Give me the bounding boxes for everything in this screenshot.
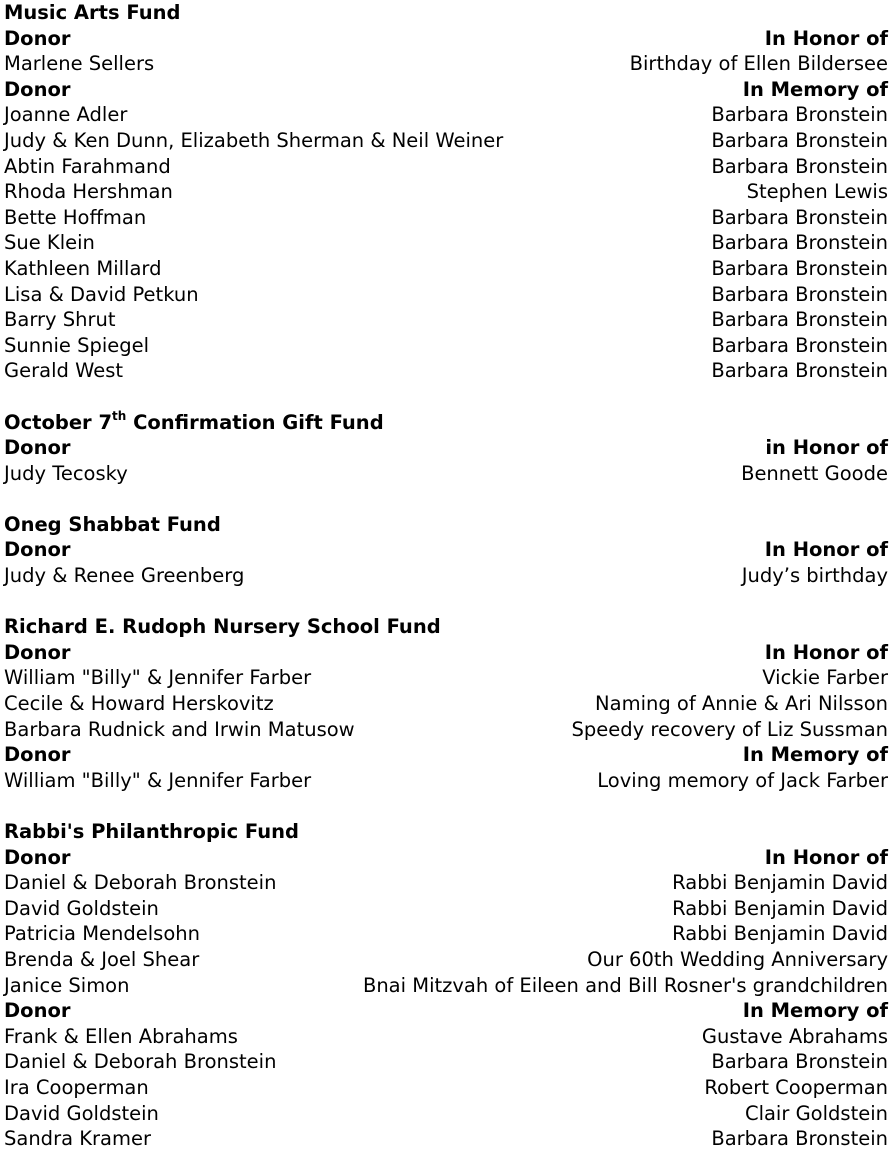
- group-header: [4, 26, 888, 52]
- tribute-name: Rabbi Benjamin David: [672, 871, 888, 895]
- tribute-name: Barbara Bronstein: [711, 359, 888, 383]
- tribute-name: Barbara Bronstein: [711, 1050, 888, 1074]
- group-header: [4, 77, 888, 103]
- section-spacer: [4, 486, 888, 512]
- donor-column-label: Donor: [4, 845, 71, 869]
- tribute-type-label: In Memory of: [742, 743, 888, 767]
- donor-column-label: Donor: [4, 640, 71, 664]
- donation-row: [4, 947, 888, 973]
- donor-name: Judy & Renee Greenberg: [4, 564, 245, 588]
- tribute-name: Barbara Bronstein: [711, 128, 888, 152]
- donor-name: Daniel & Deborah Bronstein: [4, 871, 277, 895]
- donation-row: [4, 461, 888, 487]
- donation-row: [4, 230, 888, 256]
- donor-column-label: Donor: [4, 77, 71, 101]
- donation-row: [4, 282, 888, 308]
- tribute-type-label: in Honor of: [765, 436, 888, 460]
- donor-name: Marlene Sellers: [4, 52, 155, 76]
- donation-row: [4, 563, 888, 589]
- donation-row: [4, 870, 888, 896]
- tribute-name: Robert Cooperman: [704, 1075, 888, 1099]
- fund-section: [4, 512, 888, 589]
- donor-name: Barry Shrut: [4, 308, 116, 332]
- donation-row: [4, 128, 888, 154]
- donation-row: [4, 51, 888, 77]
- donation-row: [4, 1049, 888, 1075]
- donor-name: Kathleen Millard: [4, 256, 162, 280]
- fund-section: [4, 0, 888, 384]
- group-header: [4, 742, 888, 768]
- donor-name: Lisa & David Petkun: [4, 282, 199, 306]
- donation-row: [4, 1101, 888, 1127]
- donor-name: Cecile & Howard Herskovitz: [4, 692, 274, 716]
- donor-column-label: Donor: [4, 538, 71, 562]
- donation-row: [4, 665, 888, 691]
- fund-section: [4, 410, 888, 487]
- section-spacer: [4, 589, 888, 615]
- donation-row: [4, 179, 888, 205]
- tribute-name: Bnai Mitzvah of Eileen and Bill Rosner's grandchildren: [362, 973, 888, 997]
- fund-title: Music Arts Fund: [4, 1, 181, 24]
- tribute-name: Rabbi Benjamin David: [672, 922, 888, 946]
- tribute-name: Barbara Bronstein: [711, 256, 888, 280]
- tribute-name: Barbara Bronstein: [711, 282, 888, 306]
- group-header: [4, 640, 888, 666]
- donation-row: [4, 205, 888, 231]
- donation-row: [4, 1126, 888, 1152]
- tribute-name: Barbara Bronstein: [711, 333, 888, 357]
- donation-row: [4, 896, 888, 922]
- tribute-name: Barbara Bronstein: [711, 308, 888, 332]
- donation-row: [4, 333, 888, 359]
- tribute-name: Clair Goldstein: [744, 1101, 888, 1125]
- donor-name: Ira Cooperman: [4, 1075, 149, 1099]
- donor-column-label: Donor: [4, 999, 71, 1023]
- donor-name: David Goldstein: [4, 896, 159, 920]
- donor-name: Sunnie Spiegel: [4, 333, 150, 357]
- donor-name: Joanne Adler: [4, 103, 128, 127]
- donation-row: [4, 921, 888, 947]
- fund-title: Richard E. Rudoph Nursery School Fund: [4, 615, 441, 639]
- fund-section: [4, 614, 888, 793]
- tribute-name: Gustave Abrahams: [701, 1024, 888, 1048]
- donation-row: [4, 256, 888, 282]
- donor-name: William "Billy" & Jennifer Farber: [4, 768, 312, 792]
- tribute-name: Our 60th Wedding Anniversary: [587, 947, 888, 971]
- tribute-name: Barbara Bronstein: [711, 205, 888, 229]
- tribute-name: Bennett Goode: [741, 461, 888, 485]
- donation-row: [4, 768, 888, 794]
- tribute-name: Speedy recovery of Liz Sussman: [571, 717, 888, 741]
- donor-name: David Goldstein: [4, 1101, 159, 1125]
- tribute-name: Stephen Lewis: [746, 180, 888, 204]
- donation-row: [4, 358, 888, 384]
- donor-name: Frank & Ellen Abrahams: [4, 1024, 238, 1048]
- tribute-name: Loving memory of Jack Farber: [597, 768, 888, 792]
- tribute-name: Barbara Bronstein: [711, 231, 888, 255]
- donor-name: William "Billy" & Jennifer Farber: [4, 666, 312, 690]
- donation-row: [4, 102, 888, 128]
- tribute-name: Barbara Bronstein: [711, 103, 888, 127]
- tribute-type-label: In Honor of: [764, 640, 888, 664]
- fund-title: [4, 410, 888, 436]
- fund-title-main: October 7: [4, 410, 113, 434]
- fund-title-ordinal: th: [112, 409, 127, 423]
- donor-name: Rhoda Hershman: [4, 180, 173, 204]
- tribute-type-label: In Honor of: [764, 538, 888, 562]
- donor-name: Gerald West: [4, 359, 124, 383]
- tribute-name: Naming of Annie & Ari Nilsson: [595, 692, 888, 716]
- group-header: [4, 845, 888, 871]
- donor-name: Janice Simon: [4, 973, 130, 997]
- donor-column-label: Donor: [4, 26, 71, 50]
- tribute-type-label: In Memory of: [742, 77, 888, 101]
- donor-name: Judy Tecosky: [4, 461, 128, 485]
- donation-row: [4, 154, 888, 180]
- tribute-name: Vickie Farber: [762, 666, 888, 690]
- fund-title: Oneg Shabbat Fund: [4, 512, 221, 536]
- group-header: [4, 435, 888, 461]
- donation-row: [4, 307, 888, 333]
- donation-row: [4, 691, 888, 717]
- donor-name: Brenda & Joel Shear: [4, 947, 200, 971]
- fund-section: [4, 819, 888, 1152]
- donation-row: [4, 1024, 888, 1050]
- donor-name: Judy & Ken Dunn, Elizabeth Sherman & Neil Weiner: [4, 128, 504, 152]
- donation-row: [4, 1075, 888, 1101]
- donor-name: Daniel & Deborah Bronstein: [4, 1050, 277, 1074]
- section-spacer: [4, 793, 888, 819]
- donation-row: [4, 973, 888, 999]
- donor-name: Abtin Farahmand: [4, 154, 171, 178]
- tribute-name: Rabbi Benjamin David: [672, 896, 888, 920]
- tribute-name: Birthday of Ellen Bildersee: [629, 52, 888, 76]
- donor-name: Sandra Kramer: [4, 1127, 151, 1151]
- fund-title: Rabbi's Philanthropic Fund: [4, 820, 300, 843]
- tribute-name: Barbara Bronstein: [711, 1127, 888, 1151]
- donor-name: Bette Hoffman: [4, 205, 147, 229]
- fund-title-rest: Confirmation Gift Fund: [126, 410, 384, 434]
- donor-column-label: Donor: [4, 743, 71, 767]
- group-header: [4, 537, 888, 563]
- donor-column-label: Donor: [4, 436, 71, 460]
- tribute-name: Barbara Bronstein: [711, 154, 888, 178]
- donor-name: Sue Klein: [4, 231, 95, 255]
- donor-name: Barbara Rudnick and Irwin Matusow: [4, 717, 355, 741]
- tribute-type-label: In Honor of: [764, 845, 888, 869]
- donation-row: [4, 717, 888, 743]
- donor-name: Patricia Mendelsohn: [4, 922, 200, 946]
- section-spacer: [4, 384, 888, 410]
- tribute-type-label: In Memory of: [742, 999, 888, 1023]
- tribute-name: Judy’s birthday: [741, 564, 888, 588]
- group-header: [4, 998, 888, 1024]
- tribute-type-label: In Honor of: [764, 26, 888, 50]
